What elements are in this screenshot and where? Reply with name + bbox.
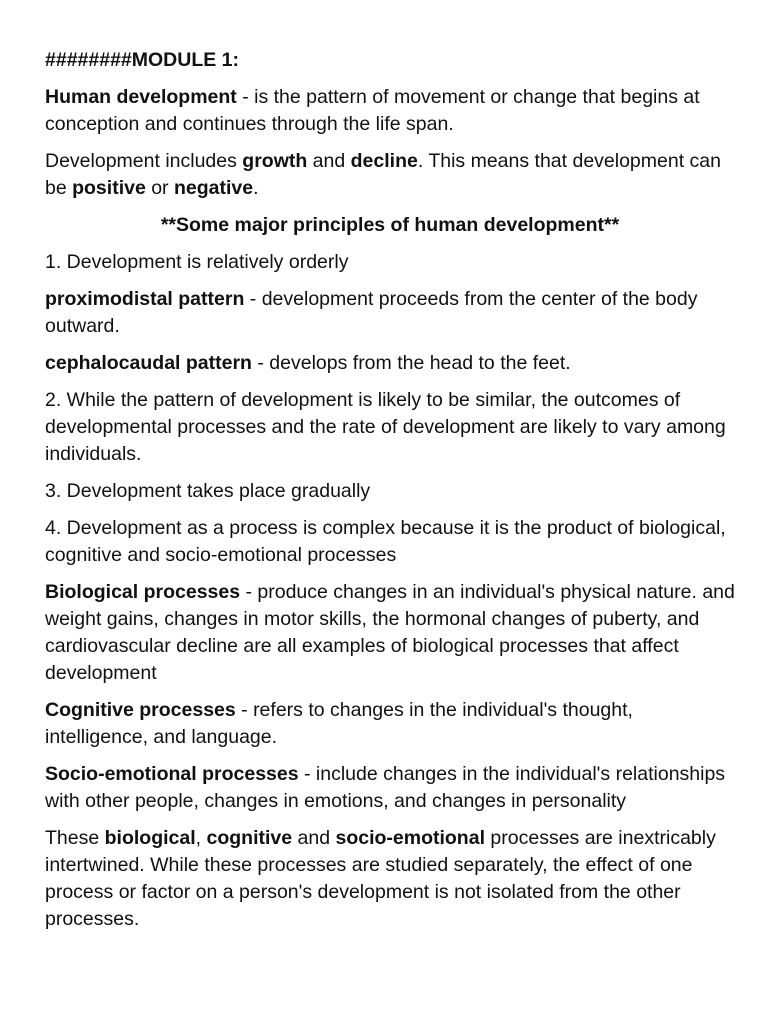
- principle-1: 1. Development is relatively orderly: [45, 251, 349, 273]
- principle-2: 2. While the pattern of development is likely to be similar, the outcomes of developmental processes and the rate of development are likely to vary among individuals.: [45, 389, 726, 465]
- intertwined-processes-paragraph: [45, 825, 735, 933]
- text-fragment: These: [45, 827, 105, 849]
- term-positive: positive: [72, 177, 146, 199]
- biological-processes-definition: [45, 579, 735, 687]
- proximodistal-text: - development proceeds from the center of the body outward.: [45, 288, 698, 337]
- text-fragment: or: [145, 177, 174, 199]
- principle-4: 4. Development as a process is complex because it is the product of biological, cognitive and socio-emotional processes: [45, 517, 726, 566]
- term-growth: growth: [242, 150, 308, 172]
- text-fragment: ,: [195, 827, 207, 849]
- text-fragment: processes are inextricably intertwined. While these processes are studied separately, the effect of one process or factor on a person's development is not isolated from the other processes.: [45, 827, 716, 930]
- text-fragment: and: [307, 150, 351, 172]
- term-cognitive-processes: Cognitive processes: [45, 699, 236, 721]
- principles-heading: **Some major principles of human development**: [160, 214, 620, 236]
- term-proximodistal: proximodistal pattern: [45, 288, 245, 310]
- term-socio-emotional: socio-emotional: [335, 827, 485, 849]
- term-socio-emotional-processes: Socio-emotional processes: [45, 763, 299, 785]
- cephalocaudal-definition: [45, 350, 735, 377]
- cognitive-processes-definition: [45, 697, 735, 751]
- cognitive-processes-text: - refers to changes in the individual's thought, intelligence, and language.: [45, 699, 633, 748]
- proximodistal-definition: [45, 286, 735, 340]
- socio-emotional-processes-definition: [45, 761, 735, 815]
- human-development-definition: [45, 84, 735, 138]
- document-page: [45, 47, 735, 943]
- text-fragment: .: [253, 177, 259, 199]
- biological-processes-text: - produce changes in an individual's physical nature. and weight gains, changes in motor skills, the hormonal changes of puberty, and cardiovascular decline are all examples of biological processes that affect development: [45, 581, 735, 684]
- term-biological: biological: [104, 827, 196, 849]
- growth-decline-paragraph: [45, 148, 735, 202]
- term-cognitive: cognitive: [206, 827, 293, 849]
- human-development-text: - is the pattern of movement or change that begins at conception and continues through the life span.: [45, 86, 700, 135]
- module-heading: ########MODULE 1:: [45, 49, 240, 71]
- text-fragment: Development includes: [45, 150, 243, 172]
- socio-emotional-processes-text: - include changes in the individual's relationships with other people, changes in emotions, and changes in personality: [45, 763, 726, 812]
- term-decline: decline: [350, 150, 418, 172]
- principle-3: 3. Development takes place gradually: [45, 480, 371, 502]
- term-biological-processes: Biological processes: [45, 581, 241, 603]
- term-negative: negative: [173, 177, 254, 199]
- cephalocaudal-text: - develops from the head to the feet.: [251, 352, 571, 374]
- term-human-development: Human development: [45, 86, 237, 108]
- text-fragment: . This means that development can be: [45, 150, 721, 199]
- term-cephalocaudal: cephalocaudal pattern: [45, 352, 252, 374]
- text-fragment: and: [292, 827, 336, 849]
